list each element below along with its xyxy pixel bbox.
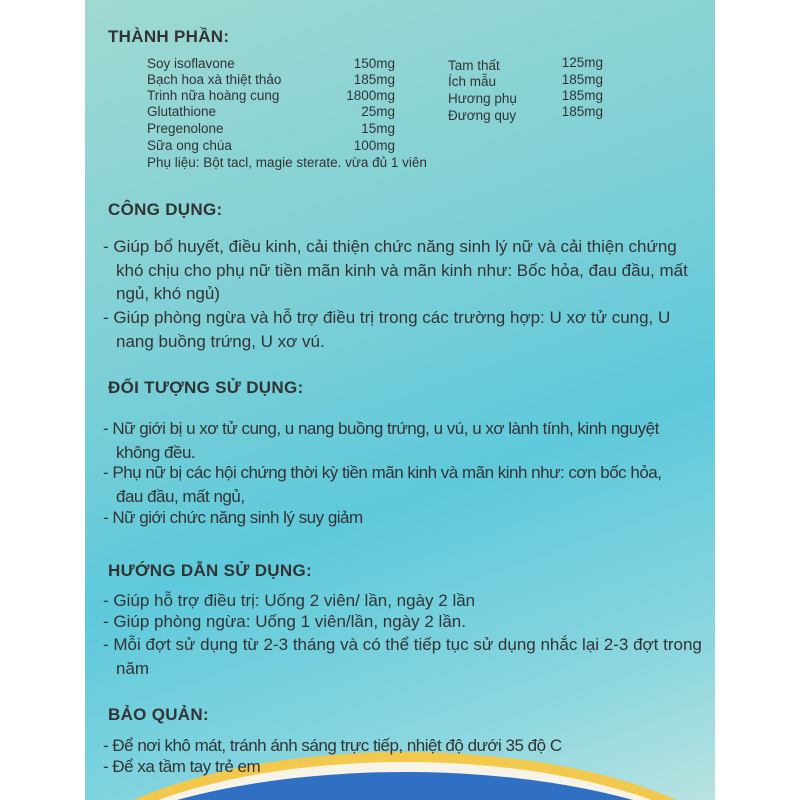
storage-heading: BẢO QUẢN:	[108, 705, 209, 724]
uses-item: - Giúp phòng ngừa và hỗ trợ điều trị trong các trường hợp: U xơ tử cung, U nang buồng trứng, U xơ vú.	[103, 308, 671, 351]
ingredient-dose: 15mg	[361, 121, 395, 136]
directions-heading: HƯỚNG DẪN SỬ DỤNG:	[108, 561, 312, 580]
uses-heading: CÔNG DỤNG:	[108, 200, 223, 219]
directions-item: - Mỗi đợt sử dụng từ 2-3 tháng và có thể tiếp tục sử dụng nhắc lại 2-3 đợt trong năm	[103, 635, 702, 678]
label-panel	[85, 0, 715, 800]
ingredient-name: Hương phụ	[448, 91, 517, 106]
ingredient-name: Ích mẫu	[448, 74, 497, 89]
ingredient-name: Glutathione	[147, 104, 217, 119]
ingredient-dose: 100mg	[353, 138, 395, 153]
ingredient-name: Sữa ong chúa	[147, 138, 232, 153]
ingredients-heading: THÀNH PHẦN:	[108, 27, 230, 46]
ingredient-name: Trinh nữa hoàng cung	[147, 88, 280, 103]
ingredient-dose: 185mg	[561, 72, 603, 87]
ingredient-name: Pregenolone	[147, 121, 224, 136]
ingredient-name: Tam thất	[448, 58, 500, 73]
storage-item: - Để xa tầm tay trẻ em	[103, 757, 261, 776]
ingredient-name: Soy isoflavone	[147, 56, 235, 71]
ingredient-dose: 1800mg	[346, 88, 395, 103]
ingredient-name: Đương quy	[448, 108, 517, 123]
ingredient-dose: 150mg	[353, 56, 395, 71]
ingredient-dose: 125mg	[561, 55, 603, 70]
target-heading: ĐỐI TƯỢNG SỬ DỤNG:	[108, 378, 304, 397]
target-item: - Nữ giới chức năng sinh lý suy giảm	[103, 508, 363, 527]
storage-item: - Để nơi khô mát, tránh ánh sáng trực tiếp, nhiệt độ dưới 35 độ C	[103, 736, 562, 755]
ingredient-dose: 25mg	[361, 104, 395, 119]
directions-item: - Giúp phòng ngừa: Uống 1 viên/lần, ngày 2 lần.	[103, 612, 466, 631]
excipient-note: Phụ liệu: Bột tacl, magie sterate. vừa đủ 1 viên	[147, 155, 427, 170]
uses-item: - Giúp bổ huyết, điều kinh, cải thiện chức năng sinh lý nữ và cải thiện chứng khó chịu cho phụ nữ tiền mãn kinh và mãn kinh như: Bốc hỏa, đau đầu, mất ngủ, khó ngủ)	[103, 237, 688, 303]
target-item: - Nữ giới bị u xơ tử cung, u nang buồng trứng, u vú, u xơ lành tính, kinh nguyệt không đều.	[103, 419, 659, 462]
ingredient-name: Bạch hoa xà thiệt thảo	[147, 72, 282, 87]
ingredient-dose: 185mg	[561, 104, 603, 119]
label-content	[85, 0, 715, 800]
directions-item: - Giúp hỗ trợ điều trị: Uống 2 viên/ lần, ngày 2 lần	[103, 591, 476, 610]
ingredient-dose: 185mg	[561, 88, 603, 103]
target-item: - Phụ nữ bị các hội chứng thời kỳ tiền mãn kinh và mãn kinh như: cơn bốc hỏa, đau đầu, mất ngủ,	[103, 463, 662, 506]
ingredient-dose: 185mg	[353, 72, 395, 87]
